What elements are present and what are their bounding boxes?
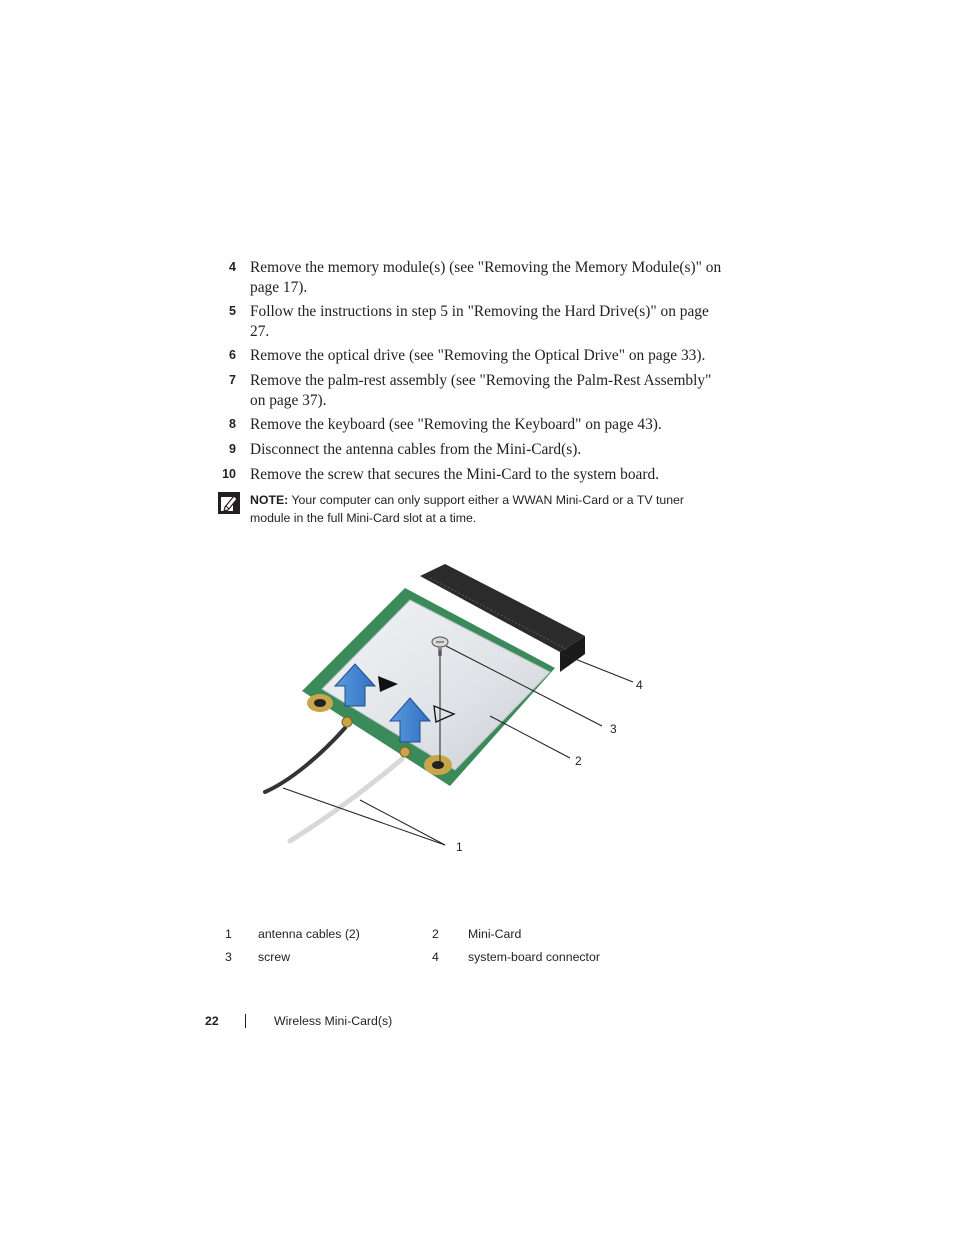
step-number: 10 [222,466,236,481]
callout-number-3: 3 [610,722,617,736]
aux-antenna-connector [400,747,410,757]
leader-1a [283,788,445,845]
step-10 [212,465,722,485]
footer-divider [245,1014,246,1028]
step-text: Remove the palm-rest assembly (see "Removing the Palm-Rest Assembly" on page 37). [250,372,712,409]
step-number: 9 [229,441,236,456]
callout-number: 4 [432,949,439,964]
step-8 [212,415,722,435]
callout-label: Mini-Card [468,926,522,941]
step-number: 5 [229,304,236,319]
section-title: Wireless Mini-Card(s) [274,1014,393,1028]
callout-number: 3 [225,949,232,964]
step-text: Remove the keyboard (see "Removing the Keyboard" on page 43). [250,416,662,434]
step-text: Disconnect the antenna cables from the Mini-Card(s). [250,440,582,458]
leader-1b [360,800,445,845]
step-number: 4 [229,260,236,274]
callout-number-1: 1 [456,840,463,854]
callout-label: screw [258,949,291,964]
page-number: 22 [205,1014,219,1028]
step-text: Follow the instructions in step 5 in "Removing the Hard Drive(s)" on page 27. [250,303,709,340]
note-box [218,491,718,527]
step-text: Remove the optical drive (see "Removing the Optical Drive" on page 33). [250,347,706,365]
callout-number: 1 [225,926,232,941]
step-5 [212,302,722,341]
callout-number: 2 [432,926,439,941]
step-number: 8 [229,417,236,432]
black-antenna-cable [265,728,345,792]
page-footer [205,1014,392,1028]
callout-label: system-board connector [468,949,600,964]
leader-4 [560,653,633,682]
callout-row [218,945,678,968]
callout-number-2: 2 [575,754,582,768]
note-text: Your computer can only support either a WWAN Mini-Card or a TV tuner module in the full Mini-Card slot at a time. [250,493,684,525]
step-7 [212,371,722,410]
white-antenna-cable [290,759,402,841]
main-antenna-connector [342,717,352,727]
mini-card-illustration [250,556,670,866]
note-label: NOTE: [250,493,289,507]
note-pencil-icon [218,492,240,514]
step-9 [212,440,722,460]
step-number: 7 [229,373,236,388]
callout-number-4: 4 [636,678,643,692]
step-text: Remove the screw that secures the Mini-Card to the system board. [250,465,660,483]
callout-legend [218,922,678,968]
leader-2 [490,716,570,758]
step-number: 6 [229,348,236,363]
procedure-steps [212,258,722,489]
callout-row [218,922,678,945]
mounting-hole [314,699,326,707]
mounting-hole [432,761,444,769]
step-6 [212,346,722,366]
step-text: Remove the memory module(s) (see "Removing the Memory Module(s)" on page 17). [250,259,722,296]
callout-label: antenna cables (2) [258,926,360,941]
step-4 [212,258,722,297]
